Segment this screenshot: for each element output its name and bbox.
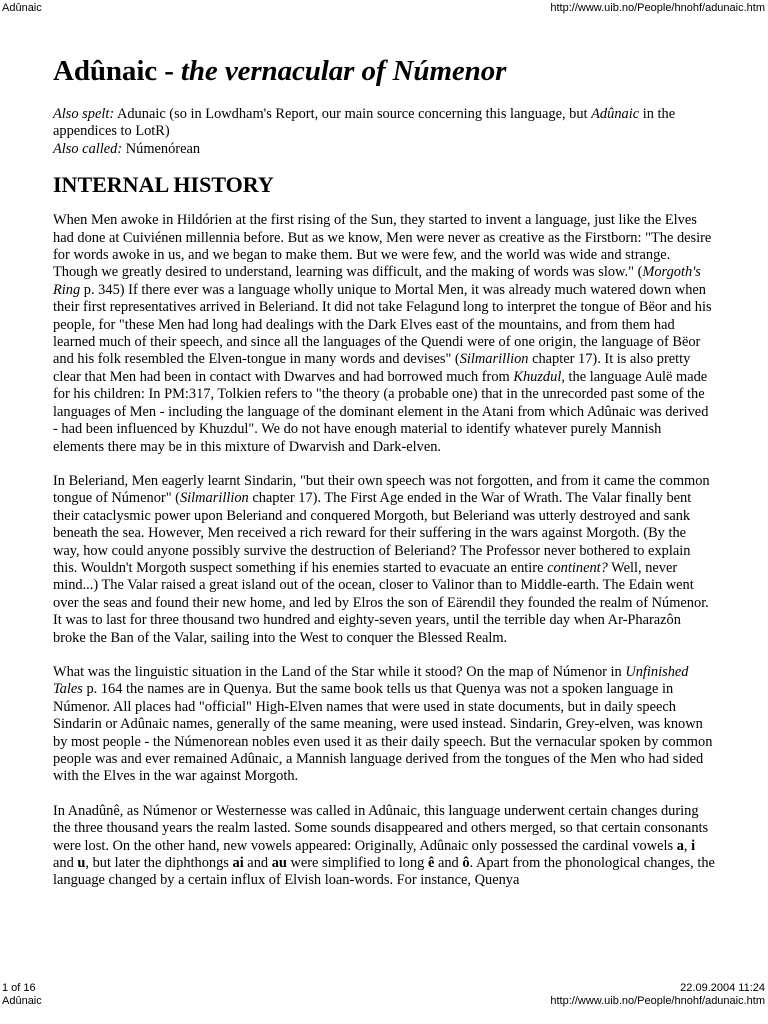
browser-header-title: Adûnaic [2, 2, 42, 14]
text-run: chapter 17). It is also pretty clear that Men had been in contact with Dwarves and had borrowed much from [53, 351, 691, 385]
bold-text: i [691, 837, 696, 854]
browser-header-url: http://www.uib.no/People/hnohf/adunaic.htm [550, 2, 765, 14]
paragraph-2 [53, 473, 715, 647]
text-run: , the language Aulë made for his children: In PM:317, Tolkien refers to "the theory (a probable one) that in the unrecorded past some of the languages of Men - including the language of the dominant element in the Atani from which Adûnaic was derived - had been influenced by Khuzdul". We do not have enough material to identify whatever purely Mannish elements there may be in this mixture of Dwarvish and Dark-elven. [53, 368, 709, 455]
section-heading-internal-history: INTERNAL HISTORY [53, 172, 274, 198]
bold-text: ô [462, 855, 470, 872]
text-run: Well, never mind...) The Valar raised a great island out of the ocean, closer to Valinor than to Middle-earth. The Edain went over the seas and found their new home, and led by Elros the son of Eärendil they founded the realm of Númenor. It was to last for three thousand two hundred and eighty-seven years, until the terrible day when Ar-Pharazôn broke the Ban of the Valar, sailing into the West to conquer the Blessed Realm. [53, 559, 709, 646]
italic-text: Silmarillion [179, 490, 249, 507]
also-spelt-line [53, 106, 715, 141]
page-title [53, 52, 715, 90]
italic-text: Silmarillion [459, 351, 529, 368]
text-run: In Anadûnê, as Númenor or Westernesse was called in Adûnaic, this language underwent certain changes during the three thousand years the realm lasted. Some sounds disappeared and others merged, so that certain consonants were lost. On the other hand, new vowels appeared: Originally, Adûnaic only possessed the cardinal vowels [53, 802, 709, 854]
text-run: , [683, 837, 692, 854]
italic-text: continent? [547, 559, 608, 576]
text-run: were simplified to long [286, 855, 428, 872]
text-run: In Beleriand, Men eagerly learnt Sindarin, "but their own speech was not forgotten, and from it came the common tongue of Númenor" ( [53, 472, 710, 507]
footer-datetime: 22.09.2004 11:24 [680, 982, 765, 994]
italic-text: Unfinished Tales [53, 663, 689, 698]
text-run: and [53, 855, 78, 872]
footer-url: http://www.uib.no/People/hnohf/adunaic.htm [550, 995, 765, 1007]
text-run: When Men awoke in Hildórien at the first rising of the Sun, they started to invent a language, just like the Elves had done at Cuiviénen millennia before. But as we know, Men were never as creative as the Firstborn: "The desire for words awoke in us, and we began to make them. But we were few, and the world was wide and strange. Though we greatly desired to understand, learning was difficult, and the making of words was slow." ( [53, 212, 712, 281]
text-run: , but later the diphthongs [85, 855, 233, 872]
also-spelt-italic: Adûnaic [591, 106, 640, 122]
text-run: . Apart from the phonological changes, the language changed by a certain influx of Elvish loan-words. For instance, Quenya [53, 855, 715, 889]
footer-title: Adûnaic [2, 995, 42, 1007]
text-run: What was the linguistic situation in the Land of the Star while it stood? On the map of Númenor in [53, 663, 626, 680]
intro-block [53, 106, 715, 158]
text-run: and [434, 855, 463, 872]
paragraph-4 [53, 803, 715, 890]
italic-text: Morgoth's Ring [53, 264, 701, 298]
text-run: p. 345) If there ever was a language wholly unique to Mortal Men, it was already much watered down when their first representatives arrived in Beleriand. It did not take Felagund long to interpret the tongue of Bëor and his people, for "these Men had long had dealings with the Dark Elves east of the mountains, and from them had learned much of their speech, and since all the languages of the Quendi were of one origin, the language of Bëor and his folk resembled the Elven-tongue in many words and devises" ( [53, 281, 712, 368]
bold-text: u [77, 855, 86, 872]
italic-text: Khuzdul [513, 368, 562, 385]
bold-text: ê [427, 855, 435, 872]
also-called-line [53, 141, 715, 158]
text-run: chapter 17). The First Age ended in the War of Wrath. The Valar finally bent their cataclysmic power upon Beleriand and conquered Morgoth, but Beleriand was utterly destroyed and sank beneath the sea. However, Men received a rich reward for their suffering in the wars against Morgoth. (By the way, how could anyone possibly survive the destruction of Beleriand? The Professor never bothered to explain this. Wouldn't Morgoth suspect something if his enemies started to evacuate an entire [53, 490, 692, 576]
footer-page-number: 1 of 16 [2, 982, 36, 994]
also-spelt-text-end: in the appendices to LotR) [53, 106, 676, 140]
also-spelt-label: Also spelt: [53, 106, 115, 122]
paragraph-1 [53, 212, 715, 456]
text-run: and [243, 855, 272, 872]
text-run: p. 164 the names are in Quenya. But the same book tells us that Quenya was not a spoken language in Númenor. All places had "official" High-Elven names that were used in state documents, but in daily speech Sindarin or Adûnaic names, generally of the same meaning, were used instead. Sindarin, Grey-elven, was known by most people - the Númenorean nobles even used it as their daily speech. But the vernacular spoken by common people was and ever remained Adûnaic, a Mannish language derived from the tongues of the Men who had sided with the Elves in the war against Morgoth. [53, 681, 713, 785]
also-called-label: Also called: [53, 140, 123, 157]
paragraph-3 [53, 664, 715, 786]
bold-text: a [676, 837, 684, 854]
page-title-sub: the vernacular of Númenor [180, 55, 507, 87]
bold-text: au [271, 855, 287, 872]
also-called-text: Númenórean [122, 140, 201, 157]
also-spelt-text: Adunaic (so in Lowdham's Report, our main source concerning this language, but [114, 106, 592, 122]
article [53, 52, 715, 890]
bold-text: ai [232, 855, 244, 872]
page-title-main: Adûnaic - [53, 55, 181, 87]
